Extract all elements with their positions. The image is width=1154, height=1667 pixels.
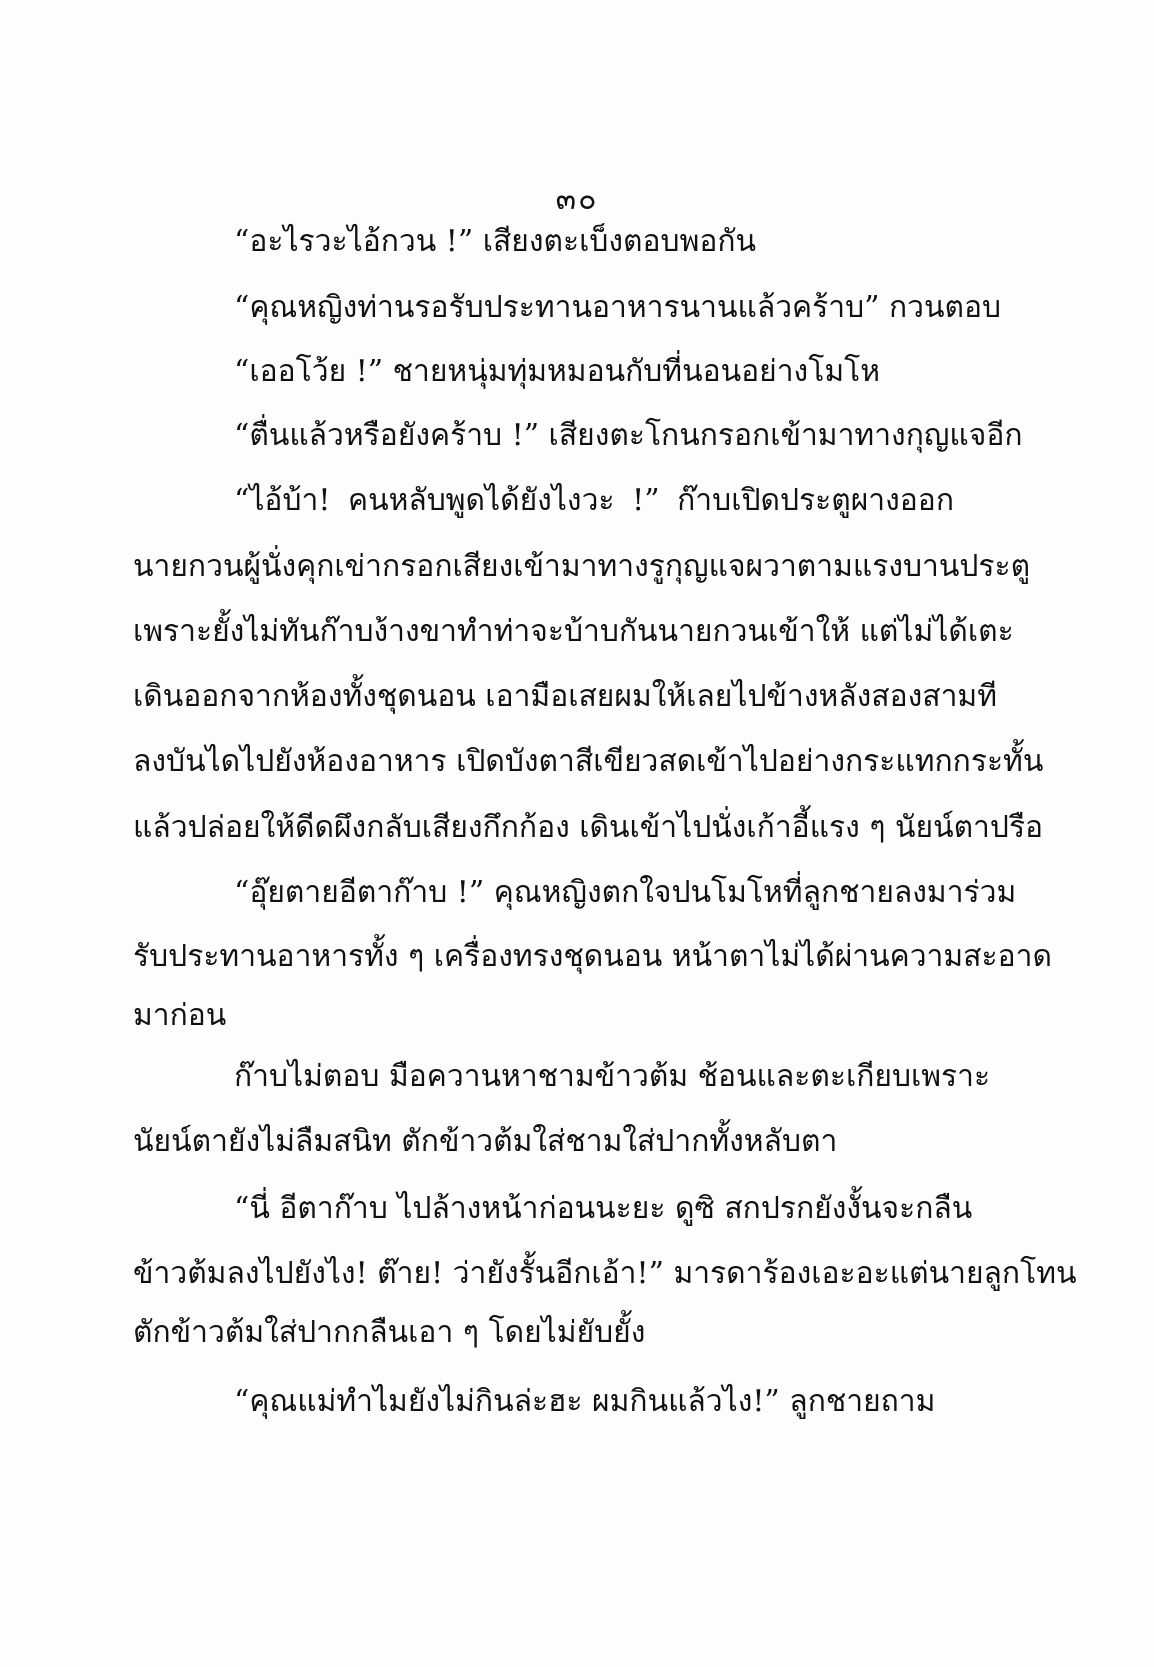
text-line: เดินออกจากห้องทั้งชุดนอน เอามือเสยผมให้เลยไปข้างหลังสองสามที bbox=[133, 679, 997, 714]
text-line: ตักข้าวต้มใส่ปากกลืนเอา ๆ โดยไม่ยับยั้ง bbox=[133, 1315, 646, 1350]
text-line: เพราะยั้งไม่ทันก๊าบง้างขาทำท่าจะบ้าบกันนายกวนเข้าให้ แต่ไม่ได้เตะ bbox=[133, 614, 1014, 649]
text-line: ลงบันไดไปยังห้องอาหาร เปิดบังตาสีเขียวสดเข้าไปอย่างกระแทกกระทั้น bbox=[133, 744, 1044, 779]
text-line: มาก่อน bbox=[133, 998, 227, 1033]
text-line: นายกวนผู้นั่งคุกเข่ากรอกเสียงเข้ามาทางรูกุญแจผวาตามแรงบานประตู bbox=[133, 549, 1031, 584]
text-line: “ตื่นแล้วหรือยังคร้าบ !” เสียงตะโกนกรอกเข้ามาทางกุญแจอีก bbox=[234, 418, 1023, 453]
text-line: “ไอ้บ้า! คนหลับพูดได้ยังไงวะ !” ก๊าบเปิดประตูผางออก bbox=[234, 483, 954, 518]
page-number: ๓๐ bbox=[555, 182, 599, 217]
text-line: แล้วปล่อยให้ดีดผึงกลับเสียงกึกก้อง เดินเข้าไปนั่งเก้าอี้แรง ๆ นัยน์ตาปรือ bbox=[133, 810, 1044, 845]
text-line: “นี่ อีตาก๊าบ ไปล้างหน้าก่อนนะยะ ดูซิ สกปรกยังงั้นจะกลืน bbox=[234, 1191, 973, 1226]
text-line: นัยน์ตายังไม่ลืมสนิท ตักข้าวต้มใส่ชามใส่ปากทั้งหลับตา bbox=[133, 1124, 838, 1159]
text-line: ก๊าบไม่ตอบ มือควานหาชามข้าวต้ม ช้อนและตะเกียบเพราะ bbox=[234, 1059, 991, 1094]
text-line: “อะไรวะไอ้กวน !” เสียงตะเบ็งตอบพอกัน bbox=[234, 224, 757, 259]
text-line: รับประทานอาหารทั้ง ๆ เครื่องทรงชุดนอน หน้าตาไม่ได้ผ่านความสะอาด bbox=[133, 939, 1052, 974]
text-line: “คุณแม่ทำไมยังไม่กินล่ะฮะ ผมกินแล้วไง!” ลูกชายถาม bbox=[234, 1384, 936, 1419]
text-line: ข้าวต้มลงไปยังไง! ต๊าย! ว่ายังรั้นอีกเอ้า!” มารดาร้องเอะอะแต่นายลูกโทน bbox=[133, 1256, 1077, 1291]
text-line: “คุณหญิงท่านรอรับประทานอาหารนานแล้วคร้าบ” กวนตอบ bbox=[234, 290, 1002, 325]
text-line: “อุ๊ยตายอีตาก๊าบ !” คุณหญิงตกใจปนโมโหที่ลูกชายลงมาร่วม bbox=[234, 875, 1017, 910]
text-line: “เออโว้ย !” ชายหนุ่มทุ่มหมอนกับที่นอนอย่างโมโห bbox=[234, 354, 880, 389]
